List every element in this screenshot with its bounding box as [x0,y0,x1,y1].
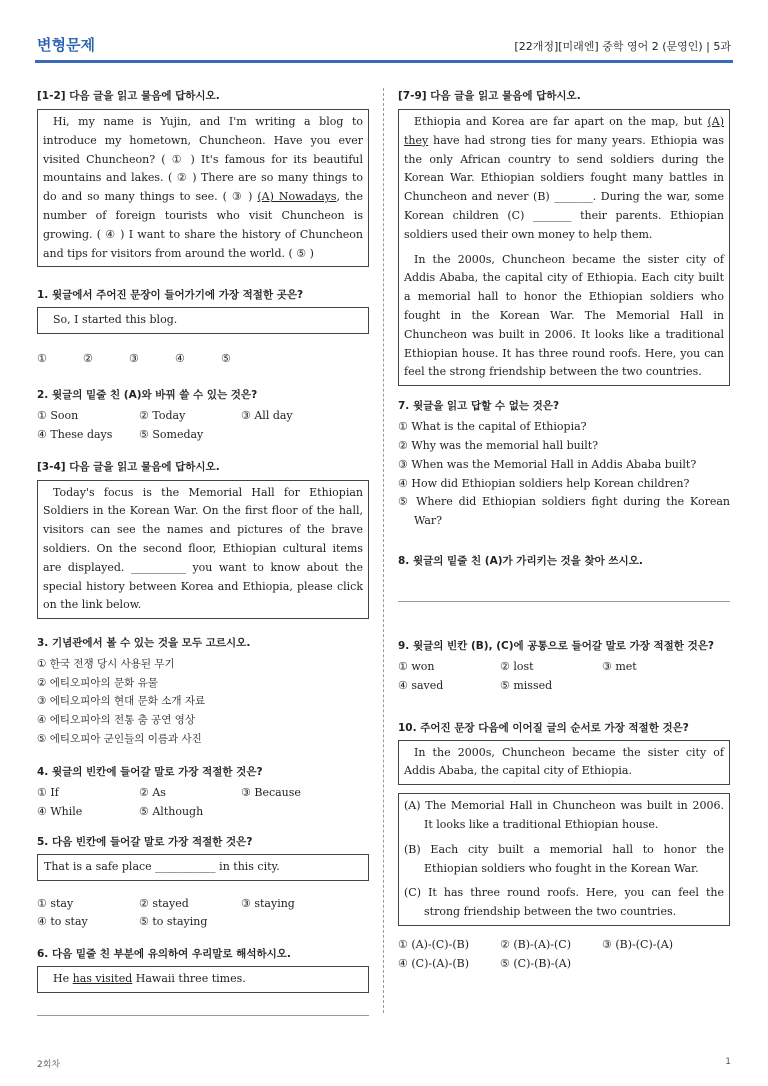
section-heading-1-2: [1-2] 다음 글을 읽고 물음에 답하시오. [37,90,220,102]
option[interactable]: ⑤ (C)-(B)-(A) [500,956,571,970]
option[interactable]: ② Why was the memorial hall built? [398,438,599,452]
option[interactable]: ① Soon [37,408,79,422]
question-4: 4. 윗글의 빈칸에 들어갈 말로 가장 적절한 것은? [37,766,263,779]
option[interactable]: ① [37,352,47,366]
footer-session: 2회차 [37,1060,61,1070]
option[interactable]: ① 한국 전쟁 당시 사용된 무기 [37,658,175,671]
course-info: [22개정][미래엔] 중학 영어 2 (문영인) | 5과 [514,40,731,53]
option[interactable]: ② lost [500,659,534,673]
option[interactable]: ⑤ Someday [139,427,204,441]
column-divider [383,88,384,1013]
option[interactable]: ① (A)-(C)-(B) [398,937,469,951]
question-1-box: So, I started this blog. [37,307,369,334]
question-2: 2. 윗글의 밑줄 친 (A)와 바꿔 쓸 수 있는 것은? [37,388,258,401]
right-column [398,88,730,974]
question-5-options [37,895,369,933]
option[interactable]: ③ [129,352,139,366]
passage-1-underline-a: (A) Nowadays [257,190,337,204]
passage-2: Today's focus is the Memorial Hall for Ethiopian Soldiers in the Korean War. On the first floor of the hall, visitors can see the names and pictures of the brave soldiers. On the second floor, Ethiopian cultural items are displayed. __________ you want to know about the special history between Korea and Ethiopia, please click on the link below. [37,480,369,620]
option[interactable]: ④ to stay [37,915,88,929]
option[interactable]: ④ 에티오피아의 전통 춤 공연 영상 [37,713,195,726]
question-10-given: In the 2000s, Chuncheon became the sister city of Addis Ababa, the capital city of Ethiopia. [398,740,730,786]
question-7: 7. 윗글을 읽고 답할 수 없는 것은? [398,400,560,413]
question-1-options [37,350,369,369]
passage-3: Ethiopia and Korea are far apart on the map, but (A) they have had strong ties for many years. Ethiopia was the only African country to send soldiers during the Korean War. Ethiopian soldiers fought many battles in Chuncheon and never (B) _______. During the war, some Korean children (C) _______ their parents. Ethiopian soldiers used their own money to help them. In the 2000s, Chuncheon became the sister city of Addis Ababa, the capital city of Ethiopia. Each city built a memorial hall to honor the Ethiopian soldiers who fought in the Korean War. The Memorial Hall in Chuncheon was built in 2006. It looks like a traditional Ethiopian house. It has three round roofs. Here, you can feel the strong friendship between the two countries. [398,109,730,386]
option[interactable]: ⑤ Although [139,804,204,818]
option[interactable]: ③ When was the Memorial Hall in Addis Ababa built? [398,457,697,471]
page-number: 1 [725,1057,731,1067]
order-item-c: (C) It has three round roofs. Here, you can feel the strong friendship between the two countries. [404,886,724,919]
question-10-options [398,936,730,974]
option[interactable]: ⑤ to staying [139,915,208,929]
option[interactable]: ① stay [37,896,74,910]
left-column [37,88,369,1016]
question-3: 3. 기념관에서 볼 수 있는 것을 모두 고르시오. [37,637,251,650]
question-6-box: He has visited Hawaii three times. [37,966,369,993]
passage-1 [37,109,369,267]
option[interactable]: ④ How did Ethiopian soldiers help Korean children? [398,476,690,490]
option[interactable]: ② (B)-(A)-(C) [500,937,571,951]
question-4-options [37,784,369,822]
option[interactable]: ② [83,352,93,366]
answer-line[interactable] [37,1015,369,1016]
page-title: 변형문제 [37,36,95,54]
order-item-a: (A) The Memorial Hall in Chuncheon was built in 2006. It looks like a traditional Ethiopian house. [404,799,724,831]
question-9: 9. 윗글의 빈칸 (B), (C)에 공통으로 들어갈 말로 가장 적절한 것은? [398,639,714,652]
question-10: 10. 주어진 문장 다음에 이어질 글의 순서로 가장 적절한 것은? [398,721,689,734]
option[interactable]: ⑤ missed [500,678,553,692]
order-item-b: (B) Each city built a memorial hall to honor the Ethiopian soldiers who fought in the Korean War. [404,842,724,875]
passage-1-text-b: , the number of foreign tourists who visit Chuncheon is growing. ( ④ ) I want to share the history of Chuncheon and tips for visitors from around the world. ( ⑤ ) [43,190,363,260]
option[interactable]: ④ [175,352,185,366]
option[interactable]: ④ While [37,804,83,818]
question-10-items [398,793,730,926]
option[interactable]: ③ All day [241,408,293,422]
section-heading-3-4: [3-4] 다음 글을 읽고 물음에 답하시오. [37,460,220,473]
question-5: 5. 다음 빈칸에 들어갈 말로 가장 적절한 것은? [37,835,253,848]
option[interactable]: ⑤ Where did Ethiopian soldiers fight during the Korean War? [398,495,730,528]
question-5-box: That is a safe place ___________ in this city. [37,854,369,881]
question-9-options [398,658,730,696]
option[interactable]: ② Today [139,408,186,422]
option[interactable]: ③ staying [241,896,295,910]
option[interactable]: ① What is the capital of Ethiopia? [398,420,587,434]
option[interactable]: ① If [37,786,59,800]
option[interactable]: ③ (B)-(C)-(A) [602,937,673,951]
question-7-options [398,418,730,531]
question-8: 8. 윗글의 밑줄 친 (A)가 가리키는 것을 찾아 쓰시오. [398,554,643,567]
option[interactable]: ⑤ [221,352,231,366]
option[interactable]: ① won [398,659,435,673]
option[interactable]: ③ met [602,659,637,673]
option[interactable]: ② 에티오피아의 문화 유물 [37,676,158,689]
option[interactable]: ⑤ 에티오피아 군인들의 이름과 사진 [37,732,202,745]
option[interactable]: ④ (C)-(A)-(B) [398,956,469,970]
underlined-phrase: has visited [72,972,133,986]
option[interactable]: ④ These days [37,427,113,441]
question-3-options [37,655,369,748]
option[interactable]: ③ 에티오피아의 현대 문화 소개 자료 [37,695,206,708]
option[interactable]: ② As [139,786,166,800]
question-1: 1. 윗글에서 주어진 문장이 들어가기에 가장 적절한 곳은? [37,289,304,302]
question-6: 6. 다음 밑줄 친 부분에 유의하여 우리말로 해석하시오. [37,948,291,961]
option[interactable]: ③ Because [241,786,301,800]
question-2-options [37,407,369,445]
passage-3-underline-a: (A) they [404,115,724,147]
option[interactable]: ④ saved [398,678,444,692]
passage-1-text-a: Hi, my name is Yujin, and I'm writing a blog to introduce my hometown, Chuncheon. Have you ever visited Chuncheon? ( ① ) It's famous for its beautiful mountains and lakes. ( ② ) There are so many things to do and so many things to see. ( ③ ) [43,115,363,204]
option[interactable]: ② stayed [139,896,189,910]
header-divider [35,60,733,63]
section-heading-7-9: [7-9] 다음 글을 읽고 물음에 답하시오. [398,90,581,102]
